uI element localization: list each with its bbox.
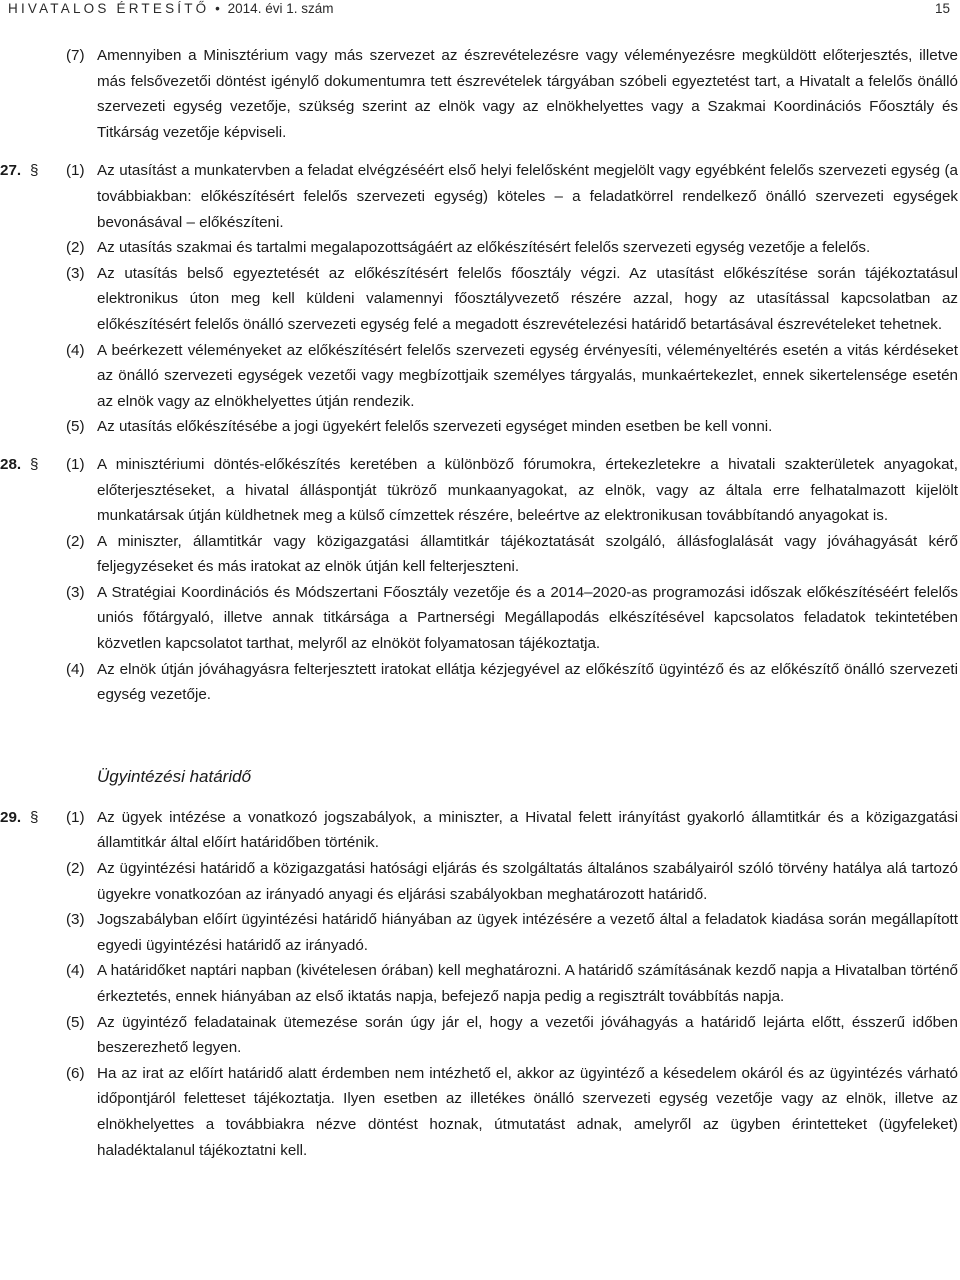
paragraph-number: (3) bbox=[66, 583, 85, 601]
section-29 bbox=[0, 805, 958, 1163]
section-29-paragraph-1 bbox=[0, 805, 958, 856]
section-27-paragraph-3 bbox=[14, 261, 958, 338]
paragraph-text: Az elnök útján jóváhagyásra felterjesztett iratokat ellátja kézjegyével az előkészítő ügyintéző és az előkészítő önálló szervezeti egység vezetője. bbox=[97, 660, 958, 704]
paragraph-text: Az utasítás előkészítésébe a jogi ügyekért felelős szervezeti egységet minden esetben be kell vonni. bbox=[97, 418, 773, 436]
header-left bbox=[8, 1, 333, 16]
paragraph-number: (3) bbox=[66, 264, 85, 282]
paragraph-number: (1) bbox=[66, 455, 85, 473]
section-29-paragraph-5 bbox=[14, 1010, 958, 1061]
section-27-paragraph-2 bbox=[14, 235, 958, 261]
section-number: 29. bbox=[0, 808, 22, 826]
section-28-paragraph-2 bbox=[14, 529, 958, 580]
paragraph-text: Jogszabályban előírt ügyintézési határidő hiányában az ügyek intézésére a vezető által a feladatok kiadása során megállapított egyedi ügyintézési határidő az irányadó. bbox=[97, 911, 958, 954]
header-bullet: • bbox=[215, 1, 220, 16]
section-27-paragraph-1 bbox=[0, 158, 958, 235]
section-28-paragraph-1 bbox=[0, 452, 958, 529]
section-sign: § bbox=[30, 162, 39, 180]
paragraph-text: A minisztériumi döntés-előkészítés keretében a különböző fórumokra, értekezletekre a hivatali szakterületek anyagokat, előterjesztéseket, a hivatal álláspontját tükröző munkaanyagokat, az elnök, vagy az általa erre felhatalmazott kijelölt munkatársak útján küldhetnek meg a külső címzettek részére, beleértve az elektronikusan továbbítandó anyagokat is. bbox=[97, 455, 958, 525]
section-29-paragraph-3 bbox=[14, 907, 958, 958]
paragraph-number: (3) bbox=[66, 911, 85, 929]
paragraph-number: (2) bbox=[66, 532, 85, 550]
section-29-paragraph-4 bbox=[14, 958, 958, 1009]
section-subheading: Ügyintézési határidő bbox=[97, 766, 252, 786]
paragraph-text: Az ügyintéző feladatainak ütemezése során úgy jár el, hogy a vezetői jóváhagyás a határidő lejárta előtt, ésszerű időben beszerezhető legyen. bbox=[97, 1013, 958, 1057]
paragraph-number: (5) bbox=[66, 1013, 85, 1031]
issue-label: 2014. évi 1. szám bbox=[227, 1, 334, 16]
section-number: 27. bbox=[0, 162, 22, 180]
paragraph-text: Az utasítás szakmai és tartalmi megalapozottságáért az előkészítésért felelős szervezeti egység vezetője a felelős. bbox=[97, 239, 871, 257]
paragraph-text: Az utasítás belső egyeztetését az előkészítésért felelős főosztály végzi. Az utasítást előkészítése során tájékoztatásul elektronikus úton meg kell küldeni valamennyi főosztályvezető részére azzal, hogy az utasítással kapcsolatban az előkészítésért felelős önálló szervezeti egység felé a megadott észrevételezési határidő betartásával észrevételeket tehetnek. bbox=[97, 264, 958, 333]
page-number: 15 bbox=[934, 1, 950, 16]
paragraph-number: (4) bbox=[66, 341, 85, 359]
section-27-paragraph-5 bbox=[14, 414, 958, 440]
section-28-paragraph-3 bbox=[14, 580, 958, 657]
paragraph-number: (5) bbox=[66, 418, 85, 436]
section-29-paragraph-2 bbox=[14, 856, 958, 907]
paragraph-text: Az utasítást a munkatervben a feladat elvégzéséért első helyi felelősként megjelölt vagy egyébként felelős szervezeti egység (a továbbiakban: előkészítésért felelős szervezeti egység) köteles – a feladatkörrel rendelkező önálló szervezeti egységek bevonásával – előkészíteni. bbox=[97, 162, 958, 231]
paragraph-7 bbox=[14, 43, 958, 145]
paragraph-number: (7) bbox=[66, 47, 85, 64]
section-sign: § bbox=[30, 455, 39, 473]
paragraph-text: Amennyiben a Minisztérium vagy más szervezet az észrevételezésre vagy véleményezésre megküldött előterjesztés, illetve más felsővezetői döntést igénylő dokumentumra tett észrevételek tárgyában szóbeli egyeztetést tart, a Hivatalt a felelős önálló szervezeti egység vezetője, szükség szerint az elnök vagy az elnökhelyettes vagy a Szakmai Koordinációs Főosztály és Titkárság vezetője képviseli. bbox=[97, 47, 958, 141]
paragraph-text: Ha az irat az előírt határidő alatt érdemben nem intézhető el, akkor az ügyintéző a késedelem okáról és az ügyintézés várható időpontjáról feletteset tájékoztatja. Ilyen esetben az illetékes önálló szervezeti egység vezetője vagy az elnök, illetve az elnökhelyettes a továbbiakra nézve döntést hoznak, útmutatást adnak, amelyről az ügyben érintetteket (ügyfeleket) haladéktalanul tájékoztatni kell. bbox=[97, 1064, 958, 1159]
paragraph-number: (2) bbox=[66, 239, 85, 257]
paragraph-text: Az ügyek intézése a vonatkozó jogszabályok, a miniszter, a Hivatal felett irányítást gyakorló államtitkár és a közigazgatási államtitkár által előírt határidőben történik. bbox=[97, 808, 958, 852]
paragraph-number: (1) bbox=[66, 808, 85, 826]
paragraph-number: (6) bbox=[66, 1064, 85, 1082]
section-27-paragraph-4 bbox=[14, 338, 958, 415]
paragraph-text: Az ügyintézési határidő a közigazgatási hatósági eljárás és szolgáltatás általános szabályairól szóló törvény hatálya alá tartozó ügyekre vonatkozóan az irányadó anyagi és eljárási szabályokban meghatározott határidő. bbox=[97, 860, 958, 903]
section-number: 28. bbox=[0, 455, 22, 473]
paragraph-number: (4) bbox=[66, 962, 85, 980]
paragraph-text: A miniszter, államtitkár vagy közigazgatási államtitkár tájékoztatását szolgáló, állásfoglalását vagy jóváhagyását kérő feljegyzéseket és más iratokat az elnök útján kell felterjeszteni. bbox=[97, 532, 958, 576]
journal-title: HIVATALOS ÉRTESÍTŐ bbox=[8, 1, 210, 16]
section-29-paragraph-6 bbox=[14, 1061, 958, 1163]
section-28-paragraph-4 bbox=[14, 657, 958, 708]
document-body bbox=[0, 43, 958, 1163]
section-27 bbox=[0, 158, 958, 440]
running-header bbox=[8, 0, 952, 20]
paragraph-number: (1) bbox=[66, 162, 85, 180]
section-sign: § bbox=[30, 808, 39, 826]
paragraph-number: (2) bbox=[66, 860, 85, 878]
paragraph-text: A beérkezett véleményeket az előkészítésért felelős szervezeti egység érvényesíti, véleményeltérés esetén a vitás kérdéseket az önálló szervezeti egységek vezetői vagy megbízottjaik személyes tárgyalás, munkaértekezlet, ennek sikertelensége esetén az elnök vagy az elnökhelyettes útján rendezik. bbox=[97, 341, 958, 410]
paragraph-text: A Stratégiai Koordinációs és Módszertani Főosztály vezetője és a 2014–2020-as programozási időszak előkészítéséért felelős uniós főtárgyaló, illetve annak titkársága a Partnerségi Megállapodás elkészítésével kapcsolatos feladatok tekintetében közvetlen kapcsolatot tarthat, melyről az elnököt folyamatosan tájékoztatja. bbox=[97, 583, 958, 653]
paragraph-number: (4) bbox=[66, 660, 85, 678]
section-28 bbox=[0, 452, 958, 708]
paragraph-text: A határidőket naptári napban (kivételesen órában) kell meghatározni. A határidő számításának kezdő napja a Hivatalban történő érkeztetés, ennek hiányában az első iktatás napja, befejező napja pedig a regisztrált továbbítás napja. bbox=[97, 962, 958, 1005]
